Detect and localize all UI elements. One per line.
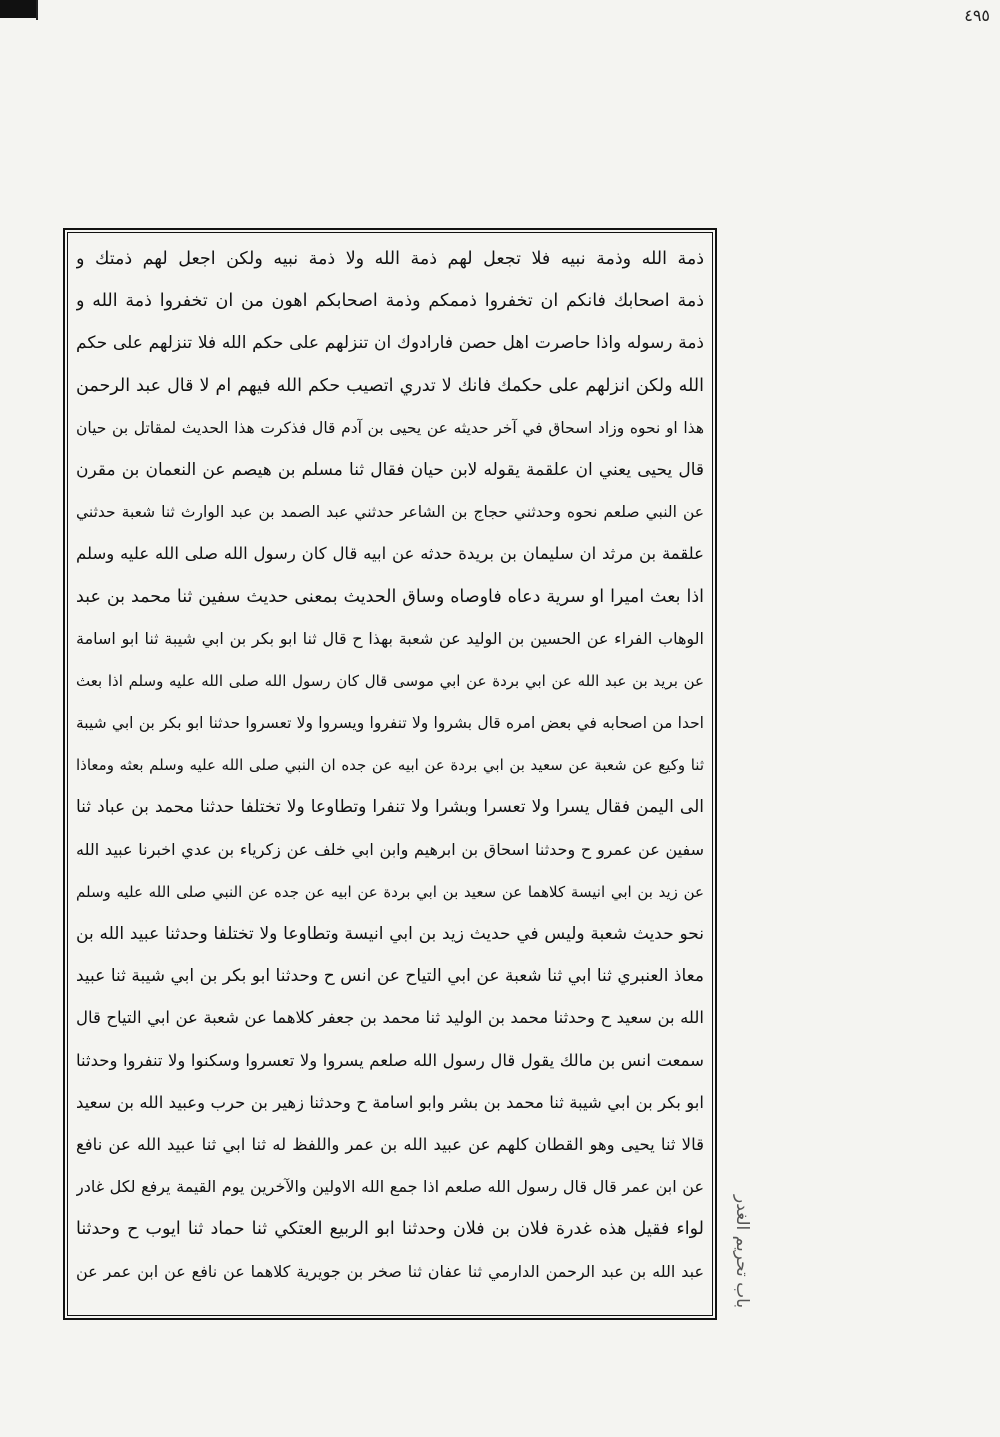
text-line: ابو بكر بن ابي شيبة ثنا محمد بن بشر وابو اسامة ح وحدثنا زهير بن حرب وعبيد الله بن سعيد bbox=[76, 1092, 704, 1112]
manuscript-text bbox=[76, 238, 704, 1314]
text-line: الى اليمن فقال يسرا ولا تعسرا وبشرا ولا تنفرا وتطاوعا ولا تختلفا حدثنا محمد بن عباد ثنا bbox=[76, 797, 704, 818]
text-line: عن زيد بن ابي انيسة كلاهما عن سعيد بن ابي بردة عن ابيه عن جده عن النبي صلى الله عليه وسلم bbox=[76, 882, 704, 901]
text-line: الله بن سعيد ح وحدثنا محمد بن الوليد ثنا محمد بن جعفر كلاهما عن شعبة عن ابي التياح قال bbox=[76, 1008, 704, 1028]
text-line: نحو حديث شعبة وليس في حديث زيد بن ابي انيسة وتطاوعا ولا تختلفا وحدثنا عبيد الله بن bbox=[76, 924, 704, 944]
text-line: معاذ العنبري ثنا ابي ثنا شعبة عن ابي التياح عن انس ح وحدثنا ابو بكر بن ابي شيبة ثنا عبيد bbox=[76, 966, 704, 987]
text-line: احدا من اصحابه في بعض امره قال بشروا ولا تنفروا ويسروا ولا تعسروا حدثنا ابو بكر بن ابي شيبة bbox=[76, 714, 704, 733]
page-number: ٤٩٥ bbox=[964, 6, 990, 25]
text-line: ذمة الله وذمة نبيه فلا تجعل لهم ذمة الله ولا ذمة نبيه ولكن اجعل لهم ذمتك و bbox=[76, 249, 704, 269]
text-line: عبد الله بن عبد الرحمن الدارمي ثنا عفان ثنا صخر بن جويرية كلاهما عن نافع عن ابن عمر عن bbox=[76, 1261, 704, 1281]
text-line: الله ولكن انزلهم على حكمك فانك لا تدري اتصيب حكم الله فيهم ام لا قال عبد الرحمن bbox=[76, 375, 704, 396]
text-line: سفين عن عمرو ح وحدثنا اسحاق بن ابرهيم وابن ابي خلف عن زكرياء بن عدي اخبرنا عبيد الله bbox=[76, 839, 704, 859]
text-line: لواء فقيل هذه غدرة فلان بن فلان وحدثنا ابو الربيع العتكي ثنا حماد ثنا ايوب ح وحدثنا bbox=[76, 1219, 704, 1240]
text-line: هذا او نحوه وزاد اسحاق في آخر حديثه عن يحيى بن آدم قال فذكرت هذا الحديث لمقاتل بن حيان bbox=[76, 418, 704, 437]
text-line: سمعت انس بن مالك يقول قال رسول الله صلعم يسروا ولا تعسروا وسكنوا ولا تنفروا وحدثنا bbox=[76, 1050, 704, 1070]
text-line: ثنا وكيع عن شعبة عن سعيد بن ابي بردة عن ابيه عن جده ان النبي صلى الله عليه وسلم بعثه ومعاذا bbox=[76, 756, 704, 775]
scan-edge bbox=[0, 0, 36, 18]
text-line: قالا ثنا يحيى وهو القطان كلهم عن عبيد الله بن عمر واللفظ له ثنا ابي ثنا عبيد الله عن نافع bbox=[76, 1134, 704, 1154]
text-line: قال يحيى يعني ان علقمة يقوله لابن حيان فقال ثنا مسلم بن هيصم عن النعمان بن مقرن bbox=[76, 459, 704, 480]
text-line: عن النبي صلعم نحوه وحدثني حجاج بن الشاعر حدثني عبد الصمد بن عبد الوارث ثنا شعبة حدثني bbox=[76, 503, 704, 522]
scan-edge-mark bbox=[36, 0, 38, 20]
text-line: ذمة رسوله واذا حاصرت اهل حصن فارادوك ان تنزلهم على حكم الله فلا تنزلهم على حكم bbox=[76, 333, 704, 354]
text-line: الوهاب الفراء عن الحسين بن الوليد عن شعبة بهذا ح قال ثنا ابو بكر بن ابي شيبة ثنا ابو اسامة bbox=[76, 628, 704, 648]
margin-note: باب تحريم الغدر bbox=[732, 1194, 752, 1308]
text-line: علقمة بن مرثد ان سليمان بن بريدة حدثه عن ابيه قال كان رسول الله صلى الله عليه وسلم bbox=[76, 544, 704, 564]
text-line: ذمة اصحابك فانكم ان تخفروا ذممكم وذمة اصحابكم اهون من ان تخفروا ذمة الله و bbox=[76, 291, 704, 312]
text-line: عن ابن عمر قال قال رسول الله صلعم اذا جمع الله الاولين والآخرين يوم القيمة يرفع لكل غادر bbox=[76, 1177, 704, 1197]
text-line: عن بريد بن عبد الله عن ابي بردة عن ابي موسى قال كان رسول الله صلى الله عليه وسلم اذا بعث bbox=[76, 671, 704, 690]
text-line: اذا بعث اميرا او سرية دعاه فاوصاه وساق الحديث بمعنى حديث سفين ثنا محمد بن عبد bbox=[76, 586, 704, 607]
